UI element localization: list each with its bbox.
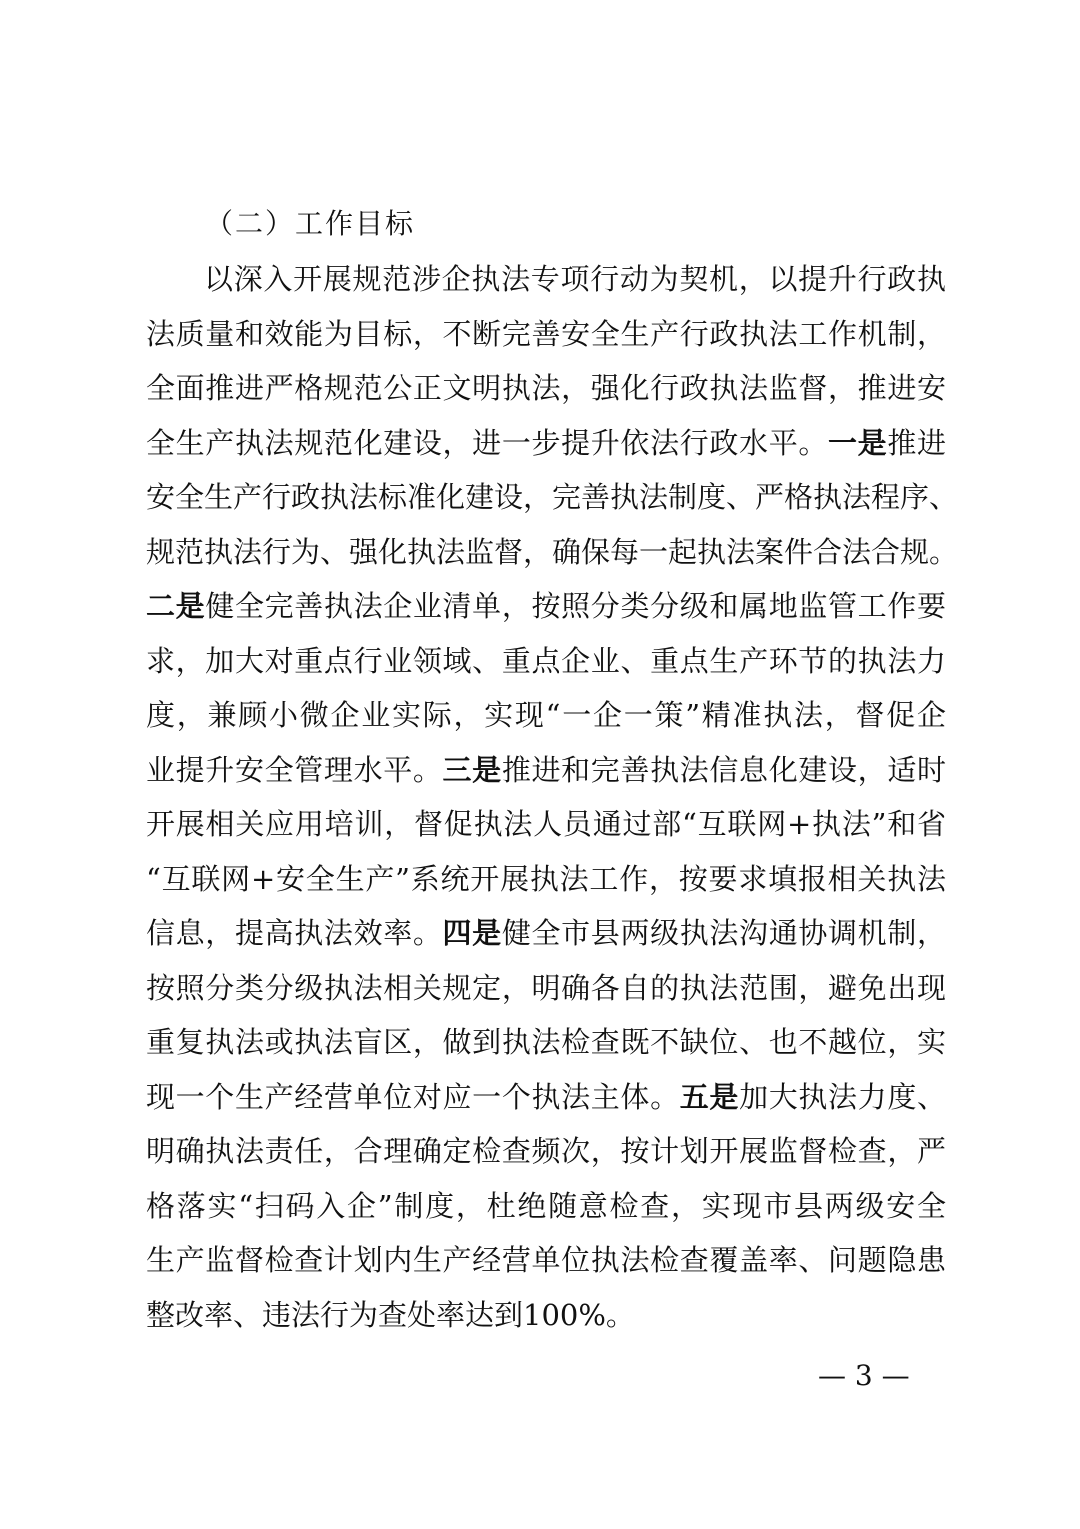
text-line — [146, 1070, 946, 1125]
bold-marker: 五是 — [679, 1079, 740, 1114]
text-segment: 以深入开展规范涉企执法专项行动为契机，以提升行政执 — [204, 262, 946, 296]
bold-marker: 三是 — [442, 752, 502, 787]
text-segment: 开展相关应用培训，督促执法人员通过部“互联网+执法”和省 — [146, 807, 946, 841]
text-segment: 按照分类分级执法相关规定，明确各自的执法范围，避免出现 — [146, 970, 946, 1005]
text-segment: 求，加大对重点行业领域、重点企业、重点生产环节的执法力 — [146, 643, 946, 678]
text-line — [146, 470, 959, 525]
text-line — [146, 743, 946, 798]
body-paragraph — [146, 252, 959, 1342]
text-segment: 重复执法或执法盲区，做到执法检查既不缺位、也不越位，实 — [146, 1025, 946, 1059]
text-segment: 度，兼顾小微企业实际，实现“一企一策”精准执法，督促企 — [146, 698, 946, 732]
text-segment: 健全完善执法企业清单，按照分类分级和属地监管工作要 — [205, 589, 946, 623]
text-line — [146, 579, 946, 634]
text-segment: 推进 — [887, 425, 946, 460]
text-segment: 格落实“扫码入企”制度，杜绝随意检查，实现市县两级安全 — [146, 1188, 946, 1223]
text-segment: 全面推进严格规范公正文明执法，强化行政执法监督，推进安 — [146, 371, 946, 405]
text-line — [146, 1015, 946, 1070]
text-line — [146, 906, 946, 961]
text-segment: “互联网+安全生产”系统开展执法工作，按要求填报相关执法 — [146, 861, 946, 896]
text-line — [146, 416, 946, 471]
text-line — [146, 1288, 946, 1343]
text-line — [146, 1179, 946, 1234]
text-line — [146, 361, 946, 416]
text-line — [146, 1233, 946, 1288]
text-segment: 健全市县两级执法沟通协调机制， — [501, 916, 946, 950]
text-segment: 安全生产行政执法标准化建设，完善执法制度、严格执法程序、 — [146, 480, 959, 514]
text-line — [146, 634, 946, 689]
text-line — [146, 852, 946, 907]
text-segment: 加大执法力度、 — [739, 1079, 946, 1114]
section-heading: （二）工作目标 — [205, 207, 416, 240]
text-line — [146, 252, 946, 307]
text-segment: 明确执法责任，合理确定检查频次，按计划开展监督检查，严 — [146, 1134, 946, 1168]
text-segment: 推进和完善执法信息化建设，适时 — [501, 752, 946, 787]
text-segment: 信息，提高执法效率。 — [146, 916, 443, 950]
bold-marker: 四是 — [442, 916, 502, 950]
text-line — [146, 307, 946, 362]
text-line — [146, 688, 946, 743]
text-segment: 生产监督检查计划内生产经营单位执法检查覆盖率、问题隐患 — [146, 1243, 946, 1277]
text-segment: 规范执法行为、强化执法监督，确保每一起执法案件合法合规。 — [146, 534, 959, 569]
text-segment: 现一个生产经营单位对应一个执法主体。 — [146, 1079, 680, 1114]
text-segment: 整改率、违法行为查处率达到100%。 — [146, 1297, 635, 1332]
text-line — [146, 525, 959, 580]
text-line — [146, 961, 946, 1016]
bold-marker: 二是 — [146, 589, 206, 623]
bold-marker: 一是 — [828, 425, 888, 460]
page-number: — 3 — — [818, 1359, 910, 1392]
text-segment: 全生产执法规范化建设，进一步提升依法行政水平。 — [146, 425, 828, 460]
text-segment: 法质量和效能为目标，不断完善安全生产行政执法工作机制， — [146, 316, 946, 351]
text-segment: 业提升安全管理水平。 — [146, 752, 443, 787]
text-line — [146, 1124, 946, 1179]
text-line — [146, 797, 946, 852]
